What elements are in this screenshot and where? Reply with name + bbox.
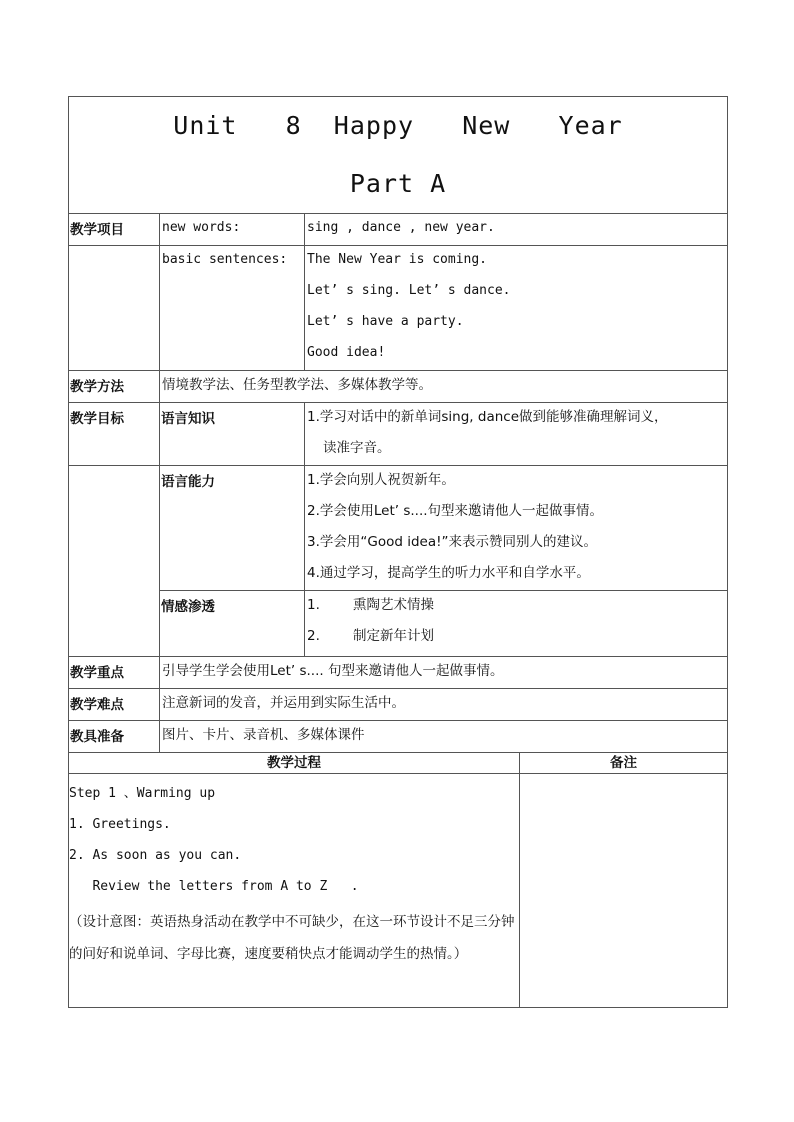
- goal-label: 教学目标: [69, 403, 160, 466]
- title-cell: [69, 97, 728, 214]
- difficulty-text: 注意新词的发音，并运用到实际生活中。: [162, 695, 405, 711]
- method-text: 情境教学法、任务型教学法、多媒体教学等。: [162, 377, 432, 393]
- new-words-label-cell: [160, 214, 305, 246]
- process-line: 2. As soon as you can.: [69, 848, 242, 863]
- process-cell: [69, 774, 520, 1008]
- process-line: 1. Greetings.: [69, 817, 171, 832]
- emotion-text: 制定新年计划: [353, 628, 434, 644]
- emotion-item: [305, 591, 727, 622]
- difficulty-label: 教学难点: [69, 689, 160, 721]
- ability-cell: [305, 466, 728, 591]
- sentence: Let’ s sing. Let’ s dance.: [307, 283, 511, 298]
- emotion-number: 2.: [307, 628, 320, 644]
- emotion-text: 熏陶艺术情操: [353, 597, 434, 613]
- ability-label: 语言能力: [160, 466, 305, 591]
- difficulty-cell: [160, 689, 728, 721]
- process-line: Step 1 、Warming up: [69, 786, 216, 801]
- knowledge-line: 1.学习对话中的新单词sing, dance做到能够准确理解词义，: [307, 409, 668, 425]
- goal-empty-cell: [69, 466, 160, 657]
- ability-line: 3.学会用“Good idea!”来表示赞同别人的建议。: [307, 534, 598, 550]
- emotion-label: 情感渗透: [160, 591, 305, 657]
- project-label: 教学项目: [69, 214, 160, 246]
- sentence: The New Year is coming.: [307, 252, 488, 267]
- new-words: sing , dance , new year.: [307, 220, 495, 235]
- sentence: Good idea!: [307, 345, 386, 360]
- remark-header: 备注: [520, 753, 728, 774]
- emotion-cell: [305, 591, 728, 657]
- method-label: 教学方法: [69, 371, 160, 403]
- emotion-item: [305, 622, 727, 653]
- lesson-plan-page: [68, 96, 727, 1008]
- ability-line: 1.学会向别人祝贺新年。: [307, 472, 455, 488]
- knowledge-line: 读准字音。: [323, 440, 391, 456]
- sentences-cell: [305, 246, 728, 371]
- design-note: （设计意图：英语热身活动在教学中不可缺少，在这一环节设计不足三分钟的问好和说单词、字母比赛，速度要稍快点才能调动学生的热情。）: [69, 914, 515, 962]
- process-line: Review the letters from A to Z .: [69, 879, 359, 894]
- ability-line: 2.学会使用Let’ s....句型来邀请他人一起做事情。: [307, 503, 604, 519]
- lesson-plan-table: [68, 96, 728, 1008]
- unit-title: Unit 8 Happy New Year: [173, 111, 623, 140]
- tools-cell: [160, 721, 728, 753]
- knowledge-cell: [305, 403, 728, 466]
- key-text: 引导学生学会使用Let’ s.... 句型来邀请他人一起做事情。: [162, 663, 504, 679]
- ability-line: 4.通过学习，提高学生的听力水平和自学水平。: [307, 565, 590, 581]
- process-header: 教学过程: [69, 753, 520, 774]
- project-empty-cell: [69, 246, 160, 371]
- tools-text: 图片、卡片、录音机、多媒体课件: [162, 727, 365, 743]
- knowledge-label: 语言知识: [160, 403, 305, 466]
- emotion-number: 1.: [307, 597, 320, 613]
- remark-cell: [520, 774, 728, 1008]
- new-words-label: new words:: [162, 220, 241, 235]
- key-cell: [160, 657, 728, 689]
- tools-label: 教具准备: [69, 721, 160, 753]
- part-title: Part A: [349, 169, 447, 198]
- new-words-cell: [305, 214, 728, 246]
- key-label: 教学重点: [69, 657, 160, 689]
- sentences-label: basic sentences:: [162, 252, 288, 267]
- sentence: Let’ s have a party.: [307, 314, 464, 329]
- sentences-label-cell: [160, 246, 305, 371]
- method-cell: [160, 371, 728, 403]
